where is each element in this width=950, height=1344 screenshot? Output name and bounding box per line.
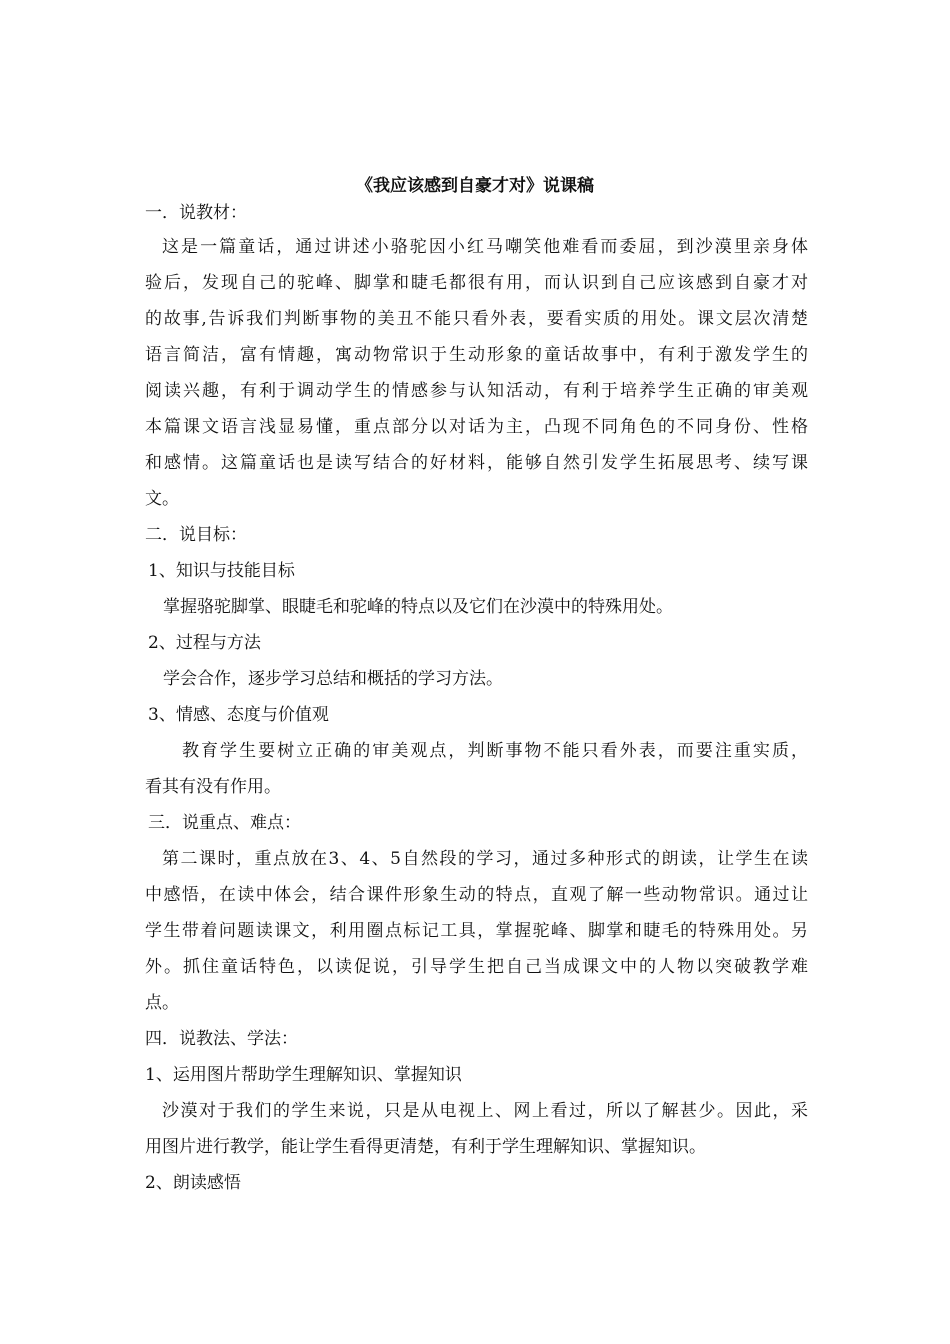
body-line: 的故事,告诉我们判断事物的美丑不能只看外表，要看实质的用处。课文层次清楚 xyxy=(145,309,808,329)
body-line: 阅读兴趣，有利于调动学生的情感参与认知活动，有利于培养学生正确的审美观 xyxy=(145,381,808,401)
body-line: 掌握骆驼脚掌、眼睫毛和驼峰的特点以及它们在沙漠中的特殊用处。 xyxy=(163,597,673,617)
body-line: 学会合作，逐步学习总结和概括的学习方法。 xyxy=(163,669,503,689)
body-line: 第二课时，重点放在3、4、5自然段的学习，通过多种形式的朗读，让学生在读 xyxy=(162,849,808,869)
body-line: 看其有没有作用。 xyxy=(145,777,281,797)
body-line: 文。 xyxy=(145,489,179,509)
section-heading: 四．说教法、学法： xyxy=(145,1029,298,1049)
body-line: 这是一篇童话，通过讲述小骆驼因小红马嘲笑他难看而委屈，到沙漠里亲身体 xyxy=(162,237,808,257)
body-line: 点。 xyxy=(145,993,179,1013)
body-line: 中感悟，在读中体会，结合课件形象生动的特点，直观了解一些动物常识。通过让 xyxy=(145,885,808,905)
section-heading: 一．说教材： xyxy=(145,203,247,223)
subsection-heading: 1、运用图片帮助学生理解知识、掌握知识 xyxy=(145,1065,462,1085)
document-title: 《我应该感到自豪才对》说课稿 xyxy=(356,176,594,196)
body-line: 外。抓住童话特色，以读促说，引导学生把自己当成课文中的人物以突破教学难 xyxy=(145,957,808,977)
body-line: 和感情。这篇童话也是读写结合的好材料，能够自然引发学生拓展思考、续写课 xyxy=(145,453,808,473)
body-line: 本篇课文语言浅显易懂，重点部分以对话为主，凸现不同角色的不同身份、性格 xyxy=(145,417,808,437)
subsection-heading: 3、情感、态度与价值观 xyxy=(148,705,329,725)
subsection-heading: 1、知识与技能目标 xyxy=(148,561,295,581)
subsection-heading: 2、朗读感悟 xyxy=(145,1173,241,1193)
body-line: 用图片进行教学，能让学生看得更清楚，有利于学生理解知识、掌握知识。 xyxy=(145,1137,706,1157)
subsection-heading: 2、过程与方法 xyxy=(148,633,261,653)
section-heading: 二．说目标： xyxy=(145,525,247,545)
body-line: 沙漠对于我们的学生来说，只是从电视上、网上看过，所以了解甚少。因此，采 xyxy=(162,1101,808,1121)
body-line: 验后，发现自己的驼峰、脚掌和睫毛都很有用，而认识到自己应该感到自豪才对 xyxy=(145,273,808,293)
body-line: 教育学生要树立正确的审美观点，判断事物不能只看外表，而要注重实质， xyxy=(182,741,808,761)
section-heading: 三．说重点、难点： xyxy=(148,813,301,833)
body-line: 学生带着问题读课文，利用圈点标记工具，掌握驼峰、脚掌和睫毛的特殊用处。另 xyxy=(145,921,808,941)
body-line: 语言简洁，富有情趣，寓动物常识于生动形象的童话故事中，有利于激发学生的 xyxy=(145,345,808,365)
